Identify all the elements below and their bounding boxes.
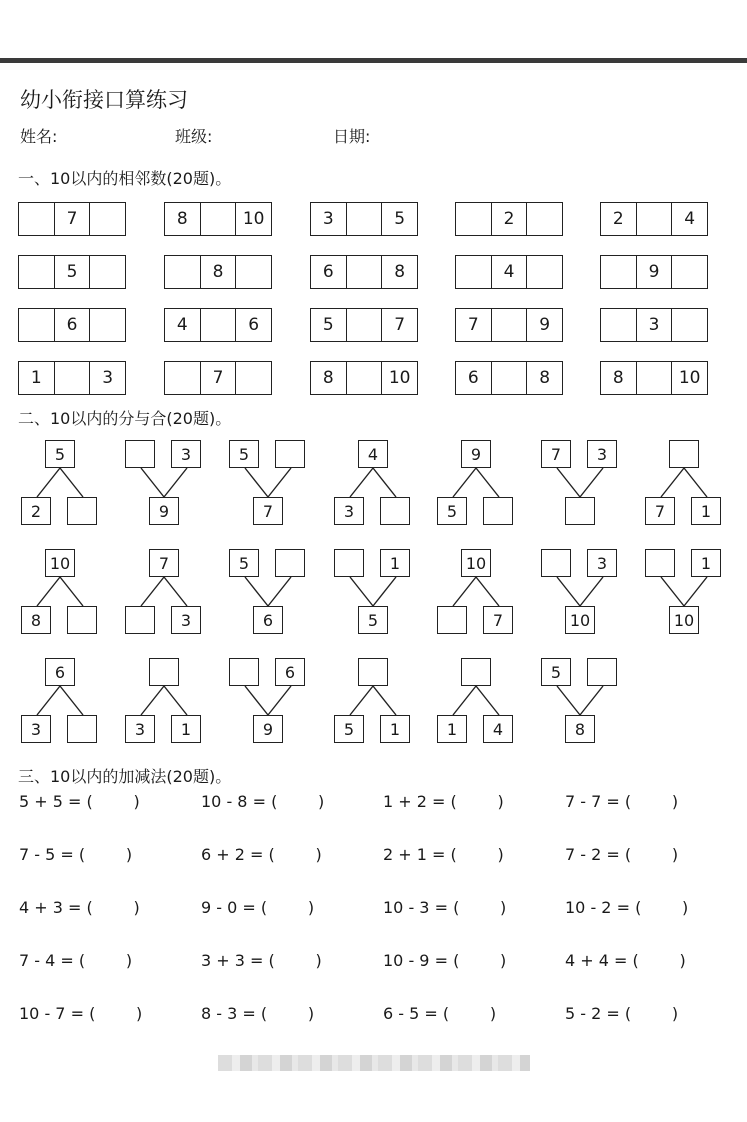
bond-line: [661, 577, 684, 606]
equation[interactable]: 1 + 2 = ( ): [383, 792, 504, 811]
answer-blank[interactable]: [275, 549, 305, 577]
given-number: 6: [322, 262, 334, 282]
given-number: 10: [671, 362, 707, 394]
given-number: 8: [21, 606, 51, 634]
answer-blank[interactable]: [671, 256, 707, 288]
answer-blank[interactable]: [346, 362, 382, 394]
bond-line: [453, 686, 476, 715]
answer-blank[interactable]: [235, 256, 271, 288]
given-number: 1: [691, 549, 721, 577]
given-number: 1: [437, 715, 467, 743]
number-bond-merge: [541, 549, 625, 639]
given-number: 10: [669, 606, 699, 634]
given-number: 3: [587, 440, 617, 468]
date-label: 日期:: [333, 127, 371, 146]
answer-blank[interactable]: [346, 309, 382, 341]
bond-line: [476, 686, 499, 715]
adjacent-triple: [164, 255, 272, 289]
answer-blank[interactable]: [229, 658, 259, 686]
equation[interactable]: 6 + 2 = ( ): [201, 845, 322, 864]
answer-blank[interactable]: [165, 362, 200, 394]
given-number: 7: [149, 549, 179, 577]
name-label: 姓名:: [20, 127, 58, 146]
adjacent-triple: [455, 361, 563, 395]
given-number: 1: [380, 715, 410, 743]
given-number: 1: [30, 368, 42, 388]
given-number: 3: [322, 209, 334, 229]
answer-blank[interactable]: [334, 549, 364, 577]
equation[interactable]: 7 - 2 = ( ): [565, 845, 679, 864]
given-number: 5: [541, 658, 571, 686]
bond-line: [557, 577, 580, 606]
bond-line: [350, 686, 373, 715]
section1-heading: 一、10以内的相邻数(20题)。: [18, 169, 232, 188]
given-number: 5: [358, 606, 388, 634]
answer-blank[interactable]: [491, 309, 527, 341]
number-bond-split: [21, 549, 105, 639]
blurred-footer: [218, 1055, 530, 1071]
given-number: 6: [467, 368, 479, 388]
answer-blank[interactable]: [19, 203, 54, 235]
equation[interactable]: 10 - 7 = ( ): [19, 1004, 143, 1023]
bond-line: [164, 468, 187, 497]
equation[interactable]: 6 - 5 = ( ): [383, 1004, 497, 1023]
equation[interactable]: 10 - 3 = ( ): [383, 898, 507, 917]
equation[interactable]: 4 + 3 = ( ): [19, 898, 140, 917]
given-number: 7: [381, 309, 417, 341]
given-number: 7: [253, 497, 283, 525]
bond-line: [268, 577, 291, 606]
number-bond-merge: [334, 549, 418, 639]
given-number: 9: [526, 309, 562, 341]
number-bond-merge: [229, 658, 313, 748]
given-number: 5: [45, 440, 75, 468]
bond-line: [580, 686, 603, 715]
equation[interactable]: 10 - 2 = ( ): [565, 898, 689, 917]
answer-blank[interactable]: [483, 497, 513, 525]
adjacent-triple: [164, 202, 272, 236]
equation[interactable]: 7 - 5 = ( ): [19, 845, 133, 864]
given-number: 5: [229, 549, 259, 577]
adjacent-triple: [455, 202, 563, 236]
answer-blank[interactable]: [89, 256, 125, 288]
bond-line: [476, 577, 499, 606]
given-number: 10: [461, 549, 491, 577]
answer-blank[interactable]: [200, 203, 236, 235]
number-bond-split: [437, 549, 521, 639]
answer-blank[interactable]: [587, 658, 617, 686]
number-bond-merge: [229, 440, 313, 530]
number-bond-merge: [541, 658, 625, 748]
given-number: 10: [565, 606, 595, 634]
given-number: 3: [171, 606, 201, 634]
answer-blank[interactable]: [89, 309, 125, 341]
given-number: 3: [171, 440, 201, 468]
answer-blank[interactable]: [67, 497, 97, 525]
number-bond-split: [645, 440, 729, 530]
answer-blank[interactable]: [235, 362, 271, 394]
bond-line: [453, 468, 476, 497]
answer-blank[interactable]: [601, 256, 636, 288]
section3-heading: 三、10以内的加减法(20题)。: [18, 767, 232, 786]
bond-line: [60, 686, 83, 715]
given-number: 5: [334, 715, 364, 743]
bond-line: [245, 577, 268, 606]
top-rule: [0, 58, 747, 63]
answer-blank[interactable]: [149, 658, 179, 686]
answer-blank[interactable]: [125, 606, 155, 634]
given-number: 3: [89, 362, 125, 394]
given-number: 3: [587, 549, 617, 577]
number-bond-split: [21, 440, 105, 530]
given-number: 8: [322, 368, 334, 388]
given-number: 6: [54, 309, 90, 341]
bond-line: [453, 577, 476, 606]
answer-blank[interactable]: [380, 497, 410, 525]
number-bond-split: [334, 658, 418, 748]
given-number: 10: [235, 203, 271, 235]
given-number: 4: [176, 315, 188, 335]
given-number: 5: [437, 497, 467, 525]
bond-line: [580, 468, 603, 497]
answer-blank[interactable]: [491, 362, 527, 394]
number-bond-merge: [229, 549, 313, 639]
given-number: 5: [322, 315, 334, 335]
answer-blank[interactable]: [19, 309, 54, 341]
adjacent-triple: [600, 308, 708, 342]
answer-blank[interactable]: [671, 309, 707, 341]
equation[interactable]: 10 - 8 = ( ): [201, 792, 325, 811]
equation[interactable]: 7 - 7 = ( ): [565, 792, 679, 811]
given-number: 8: [381, 256, 417, 288]
answer-blank[interactable]: [200, 309, 236, 341]
adjacent-triple: [18, 255, 126, 289]
adjacent-triple: [455, 255, 563, 289]
answer-blank[interactable]: [526, 203, 562, 235]
bond-line: [141, 686, 164, 715]
given-number: 9: [636, 256, 672, 288]
adjacent-triple: [600, 361, 708, 395]
answer-blank[interactable]: [541, 549, 571, 577]
number-bond-split: [125, 658, 209, 748]
answer-blank[interactable]: [456, 203, 491, 235]
adjacent-triple: [18, 308, 126, 342]
given-number: 1: [171, 715, 201, 743]
given-number: 4: [671, 203, 707, 235]
given-number: 2: [491, 203, 527, 235]
answer-blank[interactable]: [358, 658, 388, 686]
bond-line: [37, 468, 60, 497]
bond-line: [373, 468, 396, 497]
answer-blank[interactable]: [601, 309, 636, 341]
adjacent-triple: [310, 202, 418, 236]
answer-blank[interactable]: [125, 440, 155, 468]
number-bond-split: [437, 440, 521, 530]
given-number: 5: [54, 256, 90, 288]
class-label: 班级:: [175, 127, 213, 146]
bond-line: [350, 468, 373, 497]
answer-blank[interactable]: [645, 549, 675, 577]
answer-blank[interactable]: [669, 440, 699, 468]
answer-blank[interactable]: [67, 715, 97, 743]
given-number: 3: [636, 309, 672, 341]
bond-line: [268, 686, 291, 715]
adjacent-triple: [600, 255, 708, 289]
bond-line: [684, 468, 707, 497]
answer-blank[interactable]: [54, 362, 90, 394]
given-number: 5: [381, 203, 417, 235]
bond-line: [557, 468, 580, 497]
bond-line: [164, 577, 187, 606]
equation[interactable]: 4 + 4 = ( ): [565, 951, 686, 970]
given-number: 8: [612, 368, 624, 388]
given-number: 4: [491, 256, 527, 288]
bond-line: [141, 468, 164, 497]
given-number: 6: [275, 658, 305, 686]
answer-blank[interactable]: [67, 606, 97, 634]
answer-blank[interactable]: [346, 203, 382, 235]
given-number: 8: [200, 256, 236, 288]
equation[interactable]: 3 + 3 = ( ): [201, 951, 322, 970]
adjacent-triple: [310, 361, 418, 395]
given-number: 4: [483, 715, 513, 743]
section2-heading: 二、10以内的分与合(20题)。: [18, 409, 232, 428]
given-number: 7: [483, 606, 513, 634]
answer-blank[interactable]: [461, 658, 491, 686]
given-number: 6: [253, 606, 283, 634]
given-number: 7: [467, 315, 479, 335]
equation[interactable]: 10 - 9 = ( ): [383, 951, 507, 970]
given-number: 6: [45, 658, 75, 686]
answer-blank[interactable]: [565, 497, 595, 525]
bond-line: [141, 577, 164, 606]
bond-line: [373, 686, 396, 715]
equation[interactable]: 5 - 2 = ( ): [565, 1004, 679, 1023]
bond-line: [60, 468, 83, 497]
given-number: 7: [200, 362, 236, 394]
answer-blank[interactable]: [89, 203, 125, 235]
bond-line: [268, 468, 291, 497]
equation[interactable]: 8 - 3 = ( ): [201, 1004, 315, 1023]
number-bond-split: [334, 440, 418, 530]
adjacent-triple: [600, 202, 708, 236]
number-bond-merge: [541, 440, 625, 530]
bond-line: [373, 577, 396, 606]
bond-line: [245, 686, 268, 715]
given-number: 2: [612, 209, 624, 229]
answer-blank[interactable]: [526, 256, 562, 288]
given-number: 2: [21, 497, 51, 525]
equation[interactable]: 9 - 0 = ( ): [201, 898, 315, 917]
number-bond-split: [125, 549, 209, 639]
answer-blank[interactable]: [456, 256, 491, 288]
bond-line: [476, 468, 499, 497]
given-number: 5: [229, 440, 259, 468]
given-number: 7: [54, 203, 90, 235]
bond-line: [580, 577, 603, 606]
given-number: 1: [380, 549, 410, 577]
page-title: 幼小衔接口算练习: [20, 88, 188, 112]
answer-blank[interactable]: [275, 440, 305, 468]
given-number: 7: [645, 497, 675, 525]
equation[interactable]: 7 - 4 = ( ): [19, 951, 133, 970]
given-number: 8: [526, 362, 562, 394]
bond-line: [245, 468, 268, 497]
given-number: 3: [21, 715, 51, 743]
bond-line: [60, 577, 83, 606]
equation[interactable]: 5 + 5 = ( ): [19, 792, 140, 811]
bond-line: [37, 686, 60, 715]
adjacent-triple: [164, 308, 272, 342]
number-bond-split: [437, 658, 521, 748]
number-bond-merge: [125, 440, 209, 530]
number-bond-merge: [645, 549, 729, 639]
answer-blank[interactable]: [346, 256, 382, 288]
bond-line: [37, 577, 60, 606]
given-number: 10: [45, 549, 75, 577]
answer-blank[interactable]: [636, 203, 672, 235]
given-number: 1: [691, 497, 721, 525]
given-number: 8: [565, 715, 595, 743]
bond-line: [684, 577, 707, 606]
bond-line: [350, 577, 373, 606]
bond-line: [164, 686, 187, 715]
answer-blank[interactable]: [437, 606, 467, 634]
given-number: 8: [176, 209, 188, 229]
adjacent-triple: [18, 361, 126, 395]
given-number: 4: [358, 440, 388, 468]
bond-line: [557, 686, 580, 715]
given-number: 6: [235, 309, 271, 341]
answer-blank[interactable]: [19, 256, 54, 288]
bond-line: [661, 468, 684, 497]
given-number: 3: [125, 715, 155, 743]
given-number: 7: [541, 440, 571, 468]
equation[interactable]: 2 + 1 = ( ): [383, 845, 504, 864]
given-number: 10: [381, 362, 417, 394]
adjacent-triple: [310, 255, 418, 289]
answer-blank[interactable]: [165, 256, 200, 288]
given-number: 3: [334, 497, 364, 525]
adjacent-triple: [164, 361, 272, 395]
adjacent-triple: [310, 308, 418, 342]
number-bond-split: [21, 658, 105, 748]
given-number: 9: [461, 440, 491, 468]
adjacent-triple: [455, 308, 563, 342]
answer-blank[interactable]: [636, 362, 672, 394]
adjacent-triple: [18, 202, 126, 236]
given-number: 9: [149, 497, 179, 525]
given-number: 9: [253, 715, 283, 743]
